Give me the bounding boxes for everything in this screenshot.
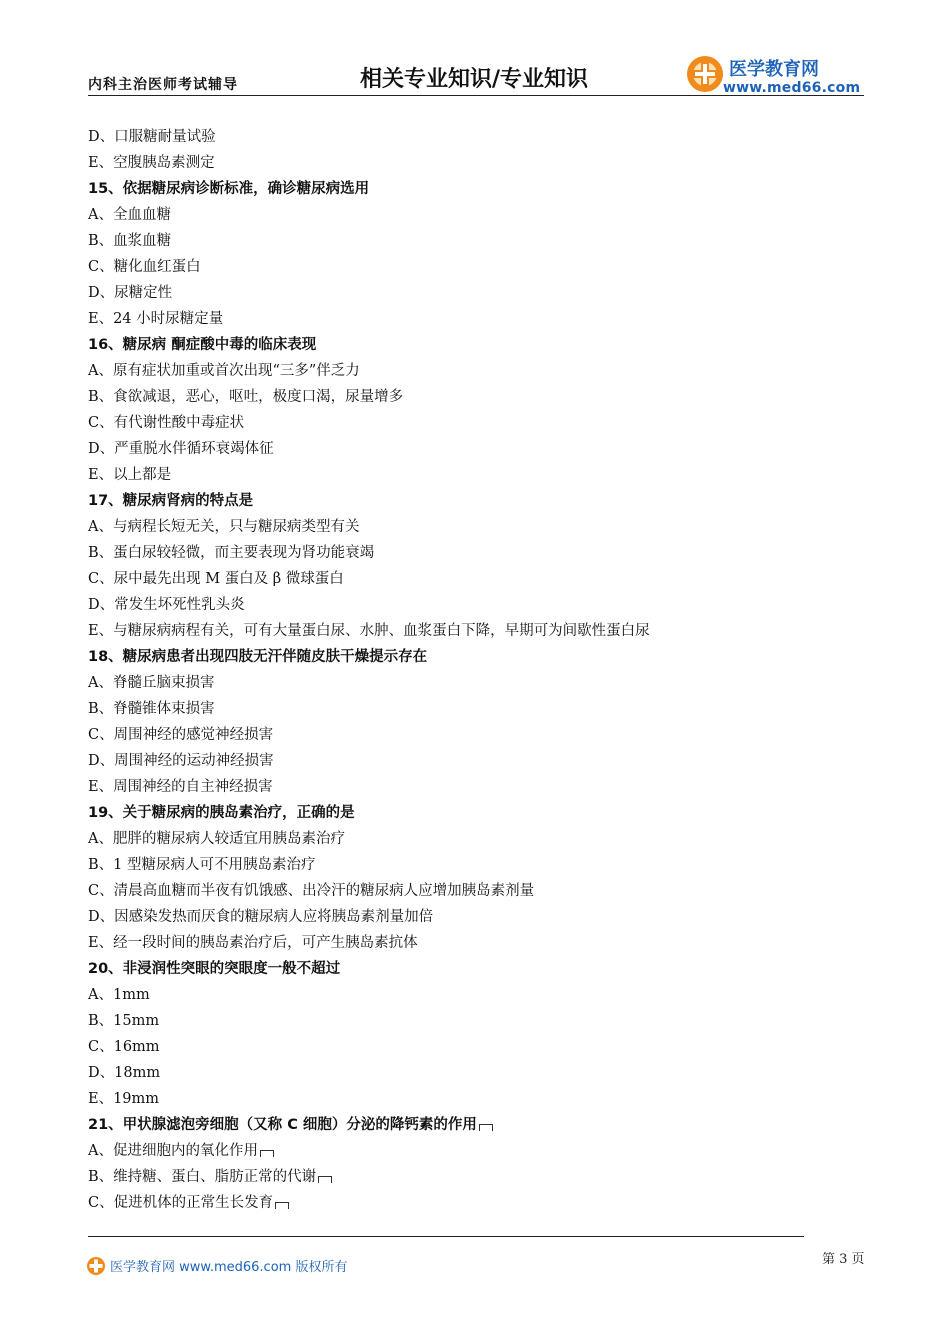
answer-option <box>88 982 848 1008</box>
line-text: E、与糖尿病病程有关，可有大量蛋白尿、水肿、血浆蛋白下降，早期可为间歇性蛋白尿 <box>88 623 650 639</box>
edit-marker-icon <box>275 1202 289 1209</box>
answer-option <box>88 150 848 176</box>
question-content <box>88 124 848 1216</box>
answer-option <box>88 618 848 644</box>
answer-option <box>88 930 848 956</box>
answer-option <box>88 306 848 332</box>
question-stem <box>88 644 848 670</box>
line-text: A、原有症状加重或首次出现“三多”伴乏力 <box>88 363 360 379</box>
line-text: A、脊髓丘脑束损害 <box>88 675 215 691</box>
answer-option <box>88 1164 848 1190</box>
line-text: 17、糖尿病肾病的特点是 <box>88 493 254 509</box>
line-text: B、脊髓锥体束损害 <box>88 701 215 717</box>
med66-logo <box>685 52 865 96</box>
logo-url-text: www.med66.com <box>723 80 861 96</box>
line-text: A、全血血糖 <box>88 207 171 223</box>
footer-rule <box>88 1236 804 1237</box>
answer-option <box>88 1008 848 1034</box>
line-text: D、周围神经的运动神经损害 <box>88 753 274 769</box>
answer-option <box>88 670 848 696</box>
question-stem <box>88 956 848 982</box>
answer-option <box>88 384 848 410</box>
line-text: 18、糖尿病患者出现四肢无汗伴随皮肤干燥提示存在 <box>88 649 428 665</box>
line-text: 16、糖尿病 酮症酸中毒的临床表现 <box>88 337 317 353</box>
line-text: D、常发生坏死性乳头炎 <box>88 597 245 613</box>
question-stem <box>88 1112 848 1138</box>
answer-option <box>88 878 848 904</box>
line-text: B、蛋白尿较轻微，而主要表现为肾功能衰竭 <box>88 545 375 561</box>
answer-option <box>88 410 848 436</box>
line-text: C、周围神经的感觉神经损害 <box>88 727 274 743</box>
answer-option <box>88 254 848 280</box>
doc-series-title: 内科主治医师考试辅导 <box>88 77 238 93</box>
line-text: B、15mm <box>88 1013 160 1029</box>
line-text: 15、依据糖尿病诊断标准，确诊糖尿病选用 <box>88 181 370 197</box>
answer-option <box>88 1060 848 1086</box>
line-text: C、16mm <box>88 1039 160 1055</box>
line-text: E、24 小时尿糖定量 <box>88 311 224 327</box>
logo-brand-text: 医学教育网 <box>729 59 819 80</box>
page-number: 第 3 页 <box>822 1252 865 1267</box>
line-text: 20、非浸润性突眼的突眼度一般不超过 <box>88 961 341 977</box>
line-text: A、1mm <box>88 987 150 1003</box>
line-text: E、以上都是 <box>88 467 172 483</box>
line-text: B、1 型糖尿病人可不用胰岛素治疗 <box>88 857 316 873</box>
line-text: A、肥胖的糖尿病人较适宜用胰岛素治疗 <box>88 831 345 847</box>
line-text: D、尿糖定性 <box>88 285 173 301</box>
answer-option <box>88 462 848 488</box>
answer-option <box>88 280 848 306</box>
answer-option <box>88 722 848 748</box>
answer-option <box>88 566 848 592</box>
answer-option <box>88 1086 848 1112</box>
cross-logo-icon <box>685 54 725 94</box>
answer-option <box>88 540 848 566</box>
question-stem <box>88 332 848 358</box>
line-text: 21、甲状腺滤泡旁细胞（又称 C 细胞）分泌的降钙素的作用 <box>88 1117 477 1133</box>
answer-option <box>88 826 848 852</box>
line-text: C、促进机体的正常生长发育 <box>88 1195 274 1211</box>
page-title: 相关专业知识/专业知识 <box>360 67 589 92</box>
line-text: D、因感染发热而厌食的糖尿病人应将胰岛素剂量加倍 <box>88 909 434 925</box>
line-text: B、食欲减退，恶心，呕吐，极度口渴，尿量增多 <box>88 389 404 405</box>
question-stem <box>88 488 848 514</box>
edit-marker-icon <box>479 1124 493 1131</box>
answer-option <box>88 228 848 254</box>
line-text: E、空腹胰岛素测定 <box>88 155 215 171</box>
answer-option <box>88 436 848 462</box>
line-text: B、血浆血糖 <box>88 233 172 249</box>
line-text: A、促进细胞内的氧化作用 <box>88 1143 258 1159</box>
answer-option <box>88 514 848 540</box>
answer-option <box>88 1034 848 1060</box>
answer-option <box>88 1190 848 1216</box>
answer-option <box>88 592 848 618</box>
answer-option <box>88 358 848 384</box>
line-text: C、清晨高血糖而半夜有饥饿感、出冷汗的糖尿病人应增加胰岛素剂量 <box>88 883 535 899</box>
answer-option <box>88 904 848 930</box>
answer-option <box>88 852 848 878</box>
line-text: C、尿中最先出现 M 蛋白及 β 微球蛋白 <box>88 571 344 587</box>
question-stem <box>88 176 848 202</box>
line-text: D、口服糖耐量试验 <box>88 129 216 145</box>
line-text: E、经一段时间的胰岛素治疗后，可产生胰岛素抗体 <box>88 935 418 951</box>
line-text: D、严重脱水伴循环衰竭体征 <box>88 441 274 457</box>
answer-option <box>88 124 848 150</box>
edit-marker-icon <box>318 1176 332 1183</box>
edit-marker-icon <box>260 1150 274 1157</box>
line-text: D、18mm <box>88 1065 161 1081</box>
line-text: E、19mm <box>88 1091 160 1107</box>
line-text: C、糖化血红蛋白 <box>88 259 201 275</box>
line-text: 19、关于糖尿病的胰岛素治疗，正确的是 <box>88 805 355 821</box>
line-text: A、与病程长短无关，只与糖尿病类型有关 <box>88 519 360 535</box>
line-text: E、周围神经的自主神经损害 <box>88 779 273 795</box>
footer-logo-icon <box>86 1256 106 1276</box>
answer-option <box>88 696 848 722</box>
answer-option <box>88 774 848 800</box>
line-text: C、有代谢性酸中毒症状 <box>88 415 245 431</box>
footer-copyright: 医学教育网 www.med66.com 版权所有 <box>110 1260 348 1275</box>
answer-option <box>88 1138 848 1164</box>
line-text: B、维持糖、蛋白、脂肪正常的代谢 <box>88 1169 317 1185</box>
answer-option <box>88 748 848 774</box>
question-stem <box>88 800 848 826</box>
answer-option <box>88 202 848 228</box>
